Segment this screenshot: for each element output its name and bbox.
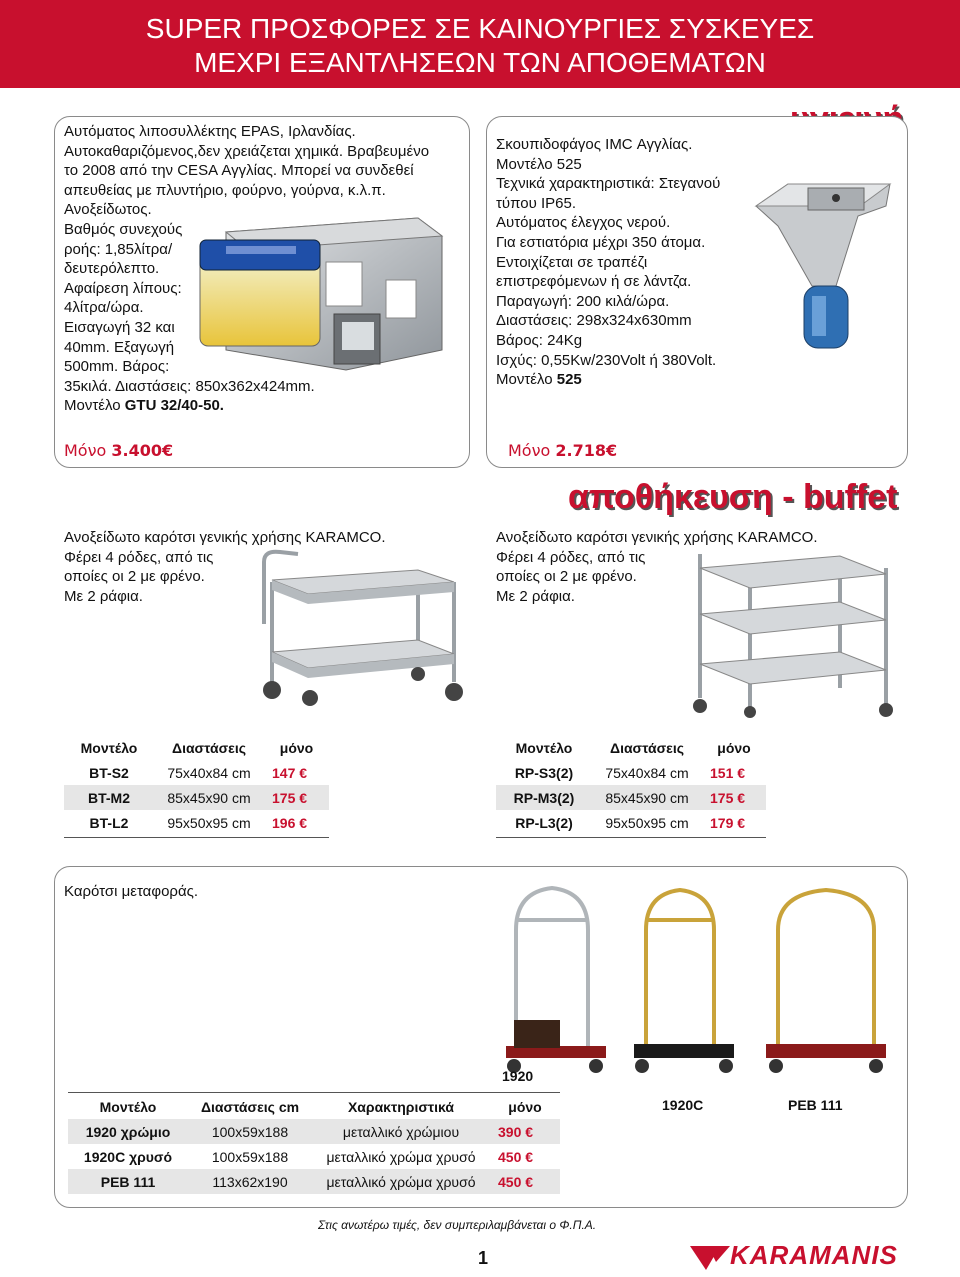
cart-left-line: Φέρει 4 ρόδες, από τις xyxy=(64,548,214,566)
grease-line: 4λίτρα/ώρα. xyxy=(64,299,144,317)
banner-line-1: SUPER ΠΡΟΣΦΟΡΕΣ ΣΕ ΚΑΙΝΟΥΡΓΙΕΣ ΣΥΣΚΕΥΕΣ xyxy=(145,13,815,44)
cart-left-image xyxy=(258,542,468,708)
cell-feature: μεταλλικό χρώμα χρυσό xyxy=(326,1148,476,1165)
grease-line: Αφαίρεση λίπους: xyxy=(64,279,182,297)
cart-right-line: Ανοξείδωτο καρότσι γενικής χρήσης KARAMCO. xyxy=(496,529,818,546)
grease-line: 500mm. Βάρος: xyxy=(64,358,170,376)
cell-dims: 75x40x84 cm xyxy=(605,764,689,781)
luggage-table xyxy=(68,1095,560,1194)
heading-storage: αποθήκευση - buffet xyxy=(568,478,898,516)
cell-price: 390 € xyxy=(490,1119,560,1144)
model-prefix: Μοντέλο xyxy=(64,397,125,415)
disposer-model-line xyxy=(496,370,796,390)
table-row xyxy=(68,1169,560,1194)
luggage-carts-image xyxy=(496,880,896,1080)
disposer-model: 525 xyxy=(556,371,582,389)
cell-dims: 100x59x188 xyxy=(211,1148,289,1165)
table-row xyxy=(64,810,329,835)
cell-price: 450 € xyxy=(490,1169,560,1194)
grease-line: δευτερόλεπτο. xyxy=(64,260,160,278)
cell-model: RP-L3(2) xyxy=(515,814,573,831)
cell-dims: 75x40x84 cm xyxy=(167,764,251,781)
caption-peb111: PEB 111 xyxy=(788,1097,843,1113)
table-row xyxy=(496,785,766,810)
cell-dims: 95x50x95 cm xyxy=(167,814,251,831)
col-header: μόνο xyxy=(279,740,314,756)
disposer-line: Ισχύς: 0,55Kw/230Volt ή 380Volt. xyxy=(496,351,717,369)
disposer-line: Για εστιατόρια μέχρι 350 άτομα. xyxy=(496,233,706,251)
grease-line: 35κιλά. Διαστάσεις: 850x362x424mm. xyxy=(64,377,315,395)
model-prefix: Μοντέλο xyxy=(496,371,557,389)
cart-right-image xyxy=(690,548,896,718)
cell-dims: 113x62x190 xyxy=(188,1169,312,1194)
disposer-line: Αυτόματος έλεγχος νερού. xyxy=(496,214,671,232)
grease-line: Αυτοκαθαριζόμενος,δεν χρειάζεται χημικά. Βραβευμένο xyxy=(64,142,430,160)
grease-trap-image xyxy=(186,210,448,378)
grease-model-line xyxy=(64,396,464,416)
disposer-line: Παραγωγή: 200 κιλά/ώρα. xyxy=(496,292,670,310)
cart-right-line: Φέρει 4 ρόδες, από τις xyxy=(496,548,646,566)
grease-line: Βαθμός συνεχούς xyxy=(64,220,183,238)
col-header: μόνο xyxy=(508,1099,542,1115)
cell-price: 151 € xyxy=(710,764,746,781)
top-banner xyxy=(0,0,960,88)
grease-line: το 2008 από την CESA Αγγλίας. Μπορεί να συνδεθεί xyxy=(64,162,414,180)
col-header: Διαστάσεις xyxy=(610,740,684,756)
col-header: Μοντέλο xyxy=(80,740,138,756)
grease-line: Αυτόματος λιποσυλλέκτης EPAS, Ιρλανδίας. xyxy=(64,123,356,140)
price-prefix: Μόνο xyxy=(64,441,112,460)
cell-price: 179 € xyxy=(710,814,746,831)
cell-feature: μεταλλικό χρώμα χρυσό xyxy=(312,1169,490,1194)
table-header-row xyxy=(496,736,766,760)
table-row xyxy=(68,1119,560,1144)
luggage-table-wrap xyxy=(68,1092,560,1194)
cell-model: BT-M2 xyxy=(64,785,154,810)
grease-line: Εισαγωγή 32 και xyxy=(64,318,175,336)
col-header: Χαρακτηριστικά xyxy=(347,1099,455,1115)
table-rule xyxy=(68,1092,560,1093)
table-row xyxy=(496,810,766,835)
col-header: Μοντέλο xyxy=(99,1099,157,1115)
cell-dims: 85x45x90 cm xyxy=(154,785,264,810)
luggage-title: Καρότσι μεταφοράς. xyxy=(64,883,199,900)
price-value: 3.400 xyxy=(111,441,163,460)
caption-1920c: 1920C xyxy=(662,1097,704,1113)
grease-line: 40mm. Εξαγωγή xyxy=(64,338,175,356)
grease-model: GTU 32/40-50. xyxy=(124,397,224,415)
disposer-line: Τεχνικά χαρακτηριστικά: Στεγανού xyxy=(496,175,721,193)
cell-model: BT-S2 xyxy=(89,764,129,781)
disposer-line: Διαστάσεις: 298x324x630mm xyxy=(496,312,692,330)
vat-note: Στις ανωτέρω τιμές, δεν συμπεριλαμβάνεται ο Φ.Π.Α. xyxy=(318,1218,597,1232)
currency: € xyxy=(606,441,618,460)
disposer-line: Εντοιχίζεται σε τραπέζι xyxy=(496,253,648,271)
cell-model: 1920C χρυσό xyxy=(83,1148,173,1165)
col-header: Διαστάσεις xyxy=(172,740,246,756)
cell-feature: μεταλλικό χρώμιου xyxy=(312,1119,490,1144)
cell-dims: 100x59x188 xyxy=(188,1119,312,1144)
cart-left-line: Με 2 ράφια. xyxy=(64,587,143,605)
banner-line-2: ΜΕΧΡΙ ΕΞΑΝΤΛΗΣΕΩΝ ΤΩΝ ΑΠΟΘΕΜΑΤΩΝ xyxy=(194,47,766,78)
cart-right-table-wrap xyxy=(496,736,766,838)
cell-price: 175 € xyxy=(702,785,766,810)
cell-model: BT-L2 xyxy=(89,814,129,831)
disposer-image xyxy=(748,176,898,366)
cart-left-table-wrap xyxy=(64,736,329,838)
table-row xyxy=(64,760,329,785)
cart-left-line: οποίες οι 2 με φρένο. xyxy=(64,568,205,586)
price-value: 2.718 xyxy=(555,441,607,460)
disposer-line: επιστρεφόμενων ή σε λάντζα. xyxy=(496,273,692,291)
table-rule xyxy=(496,837,766,838)
table-rule xyxy=(64,837,329,838)
cell-dims: 85x45x90 cm xyxy=(592,785,702,810)
cell-model: RP-M3(2) xyxy=(496,785,592,810)
cart-right-table xyxy=(496,736,766,835)
col-header: Μοντέλο xyxy=(515,740,573,756)
cart-left-table xyxy=(64,736,329,835)
table-row xyxy=(496,760,766,785)
currency: € xyxy=(162,441,174,460)
price-prefix: Μόνο xyxy=(508,441,556,460)
grease-line: ροής: 1,85λίτρα/ xyxy=(64,240,173,258)
disposer-line: Σκουπιδοφάγος IMC Αγγλίας. xyxy=(496,136,693,153)
cell-model: RP-S3(2) xyxy=(514,764,574,781)
cell-price: 450 € xyxy=(498,1148,534,1165)
cell-model: PEB 111 xyxy=(68,1169,188,1194)
disposer-line: τύπου IP65. xyxy=(496,194,577,212)
cart-right-line: Με 2 ράφια. xyxy=(496,587,575,605)
grease-line: Ανοξείδωτος. xyxy=(64,201,152,219)
col-header: μόνο xyxy=(717,740,751,756)
disposer-line: Μοντέλο 525 xyxy=(496,155,582,173)
cell-model: 1920 χρώμιο xyxy=(68,1119,188,1144)
cell-price: 196 € xyxy=(272,814,308,831)
grease-line: απευθείας με πλυντήριο, φούρνο, γούρνα, κ.λ.π. xyxy=(64,181,386,199)
disposer-price xyxy=(508,441,617,460)
cart-left-line: Ανοξείδωτο καρότσι γενικής χρήσης KARAMCO. xyxy=(64,529,386,546)
cell-price: 175 € xyxy=(264,785,329,810)
caption-1920: 1920 xyxy=(502,1068,534,1084)
col-header: Διαστάσεις cm xyxy=(200,1099,300,1115)
cell-dims: 95x50x95 cm xyxy=(605,814,689,831)
disposer-line: Βάρος: 24Kg xyxy=(496,331,583,349)
cart-right-line: οποίες οι 2 με φρένο. xyxy=(496,568,637,586)
page-number: 1 xyxy=(478,1248,489,1268)
grease-price xyxy=(64,441,173,460)
table-header-row xyxy=(64,736,329,760)
brand-logo xyxy=(690,1240,906,1274)
table-row xyxy=(68,1144,560,1169)
brand-chevron-icon xyxy=(690,1242,730,1272)
table-header-row xyxy=(68,1095,560,1119)
table-row xyxy=(64,785,329,810)
brand-name: KARAMANIS xyxy=(730,1240,898,1270)
cell-price: 147 € xyxy=(272,764,308,781)
